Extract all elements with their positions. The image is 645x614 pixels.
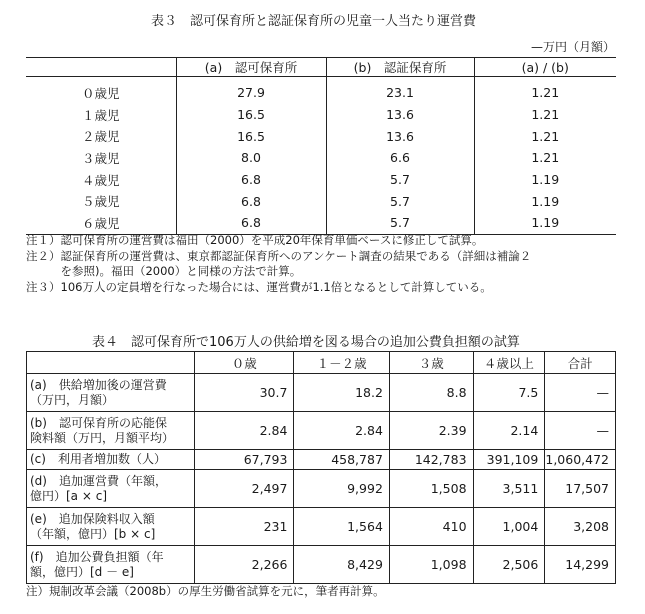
table-cell: 1.19 bbox=[474, 190, 616, 212]
note-line: 注２）認証保育所の運営費は、東京都認証保育所へのアンケート調査の結果である（詳細は補論２ bbox=[26, 248, 532, 263]
table-cell: 67,793 bbox=[195, 450, 294, 470]
table3 bbox=[26, 57, 616, 235]
table-cell: 6.6 bbox=[326, 147, 474, 169]
table-cell: 3,511 bbox=[473, 470, 545, 508]
row-label-line: (b) 認可保育所の応能保 bbox=[30, 415, 167, 430]
row-label bbox=[27, 470, 195, 508]
table-cell: 14,299 bbox=[545, 546, 616, 584]
row-label: ６歳児 bbox=[26, 212, 176, 234]
table-cell: 231 bbox=[195, 508, 294, 546]
table-cell: 391,109 bbox=[473, 450, 545, 470]
table-cell: 8.0 bbox=[176, 147, 326, 169]
table-cell: 8.8 bbox=[389, 374, 473, 412]
row-label-line: (c) 利用者増加数（人） bbox=[30, 452, 166, 466]
table3-caption: 表３ 認可保育所と認証保育所の児童一人当たり運営費 bbox=[151, 14, 477, 29]
table-cell: 6.8 bbox=[176, 212, 326, 234]
table-cell: 1.21 bbox=[474, 77, 616, 104]
table-cell: 30.7 bbox=[195, 374, 294, 412]
table-cell: 1,564 bbox=[294, 508, 389, 546]
row-label: ２歳児 bbox=[81, 129, 120, 145]
table-cell: 458,787 bbox=[294, 450, 389, 470]
table-cell: 16.5 bbox=[176, 104, 326, 126]
note-line: を参照)。福田（2000）と同様の方法で計算。 bbox=[26, 264, 302, 278]
table-cell: 8,429 bbox=[294, 546, 389, 584]
table-row bbox=[27, 546, 616, 584]
row-label-line: 険料額（万円，月額平均） bbox=[30, 430, 175, 445]
table-row bbox=[26, 169, 616, 191]
row-label: ０歳児 bbox=[81, 85, 120, 101]
table4-caption: 表４ 認可保育所で106万人の供給増を図る場合の追加公費負担額の試算 bbox=[92, 335, 520, 350]
note-line: 注３）106万人の定員増を行なった場合には、運営費が1.1倍となるとして計算している。 bbox=[26, 279, 492, 294]
table-cell: 410 bbox=[389, 508, 473, 546]
table4-header-row bbox=[27, 352, 616, 374]
table-cell: 5.7 bbox=[326, 169, 474, 191]
table4-header-cell: １－２歳 bbox=[294, 352, 389, 374]
table-cell: 1.21 bbox=[474, 125, 616, 147]
row-label-line: (a) 供給増加後の運営費 bbox=[30, 377, 167, 392]
table-cell: 6.8 bbox=[176, 169, 326, 191]
row-label: ５歳児 bbox=[81, 194, 120, 210]
table3-header-cell: (b) 認証保育所 bbox=[326, 58, 474, 77]
table-cell: 1,098 bbox=[389, 546, 473, 584]
note-line: 注１）認可保育所の運営費は福田（2000）を平成20年保育単価ベースに修正して試算。 bbox=[26, 233, 484, 247]
row-label: ４歳児 bbox=[81, 172, 120, 188]
table-row bbox=[26, 104, 616, 126]
table-row bbox=[27, 374, 616, 412]
table-row bbox=[26, 212, 616, 234]
table4-header-cell: 合計 bbox=[545, 352, 616, 374]
table3-unit: —万円（月額） bbox=[530, 40, 615, 54]
table-cell: 16.5 bbox=[176, 125, 326, 147]
table-cell: 1,060,472 bbox=[545, 450, 616, 470]
row-label-line: （年額，億円）[b × c] bbox=[30, 526, 156, 541]
row-label bbox=[27, 374, 195, 412]
table-cell: 1,508 bbox=[389, 470, 473, 508]
table3-header-cell bbox=[26, 58, 176, 77]
row-label bbox=[27, 546, 195, 584]
table4-header-cell: ３歳 bbox=[389, 352, 473, 374]
table3-header-cell: (a) / (b) bbox=[474, 58, 616, 77]
table-cell: 2,497 bbox=[195, 470, 294, 508]
table-cell: 1.19 bbox=[474, 212, 616, 234]
table-cell: 2,506 bbox=[473, 546, 545, 584]
table-cell: 9,992 bbox=[294, 470, 389, 508]
table-row bbox=[26, 77, 616, 104]
note-line: 注）規制改革会議（2008b）の厚生労働省試算を元に，筆者再計算。 bbox=[26, 584, 385, 598]
table4-header-cell bbox=[27, 352, 195, 374]
table-cell: 17,507 bbox=[545, 470, 616, 508]
table-cell: 27.9 bbox=[176, 77, 326, 104]
table-cell: 1.19 bbox=[474, 169, 616, 191]
table-cell: 2,266 bbox=[195, 546, 294, 584]
table-cell: 13.6 bbox=[326, 104, 474, 126]
row-label-line: (d) 追加運営費（年額， bbox=[30, 473, 167, 488]
table4-note bbox=[26, 584, 385, 600]
table3-notes bbox=[26, 233, 531, 295]
table-cell: 18.2 bbox=[294, 374, 389, 412]
table4-header-cell: ４歳以上 bbox=[473, 352, 545, 374]
row-label bbox=[27, 450, 195, 470]
table-cell: 142,783 bbox=[389, 450, 473, 470]
row-label-line: 億円）[a × c] bbox=[30, 488, 107, 503]
row-label bbox=[27, 412, 195, 450]
table-cell: 5.7 bbox=[326, 190, 474, 212]
row-label-line: (e) 追加保険料収入額 bbox=[30, 511, 155, 526]
table-row bbox=[26, 147, 616, 169]
row-label-line: 額，億円）[d － e] bbox=[30, 564, 134, 579]
table-row bbox=[27, 508, 616, 546]
row-label-line: (f) 追加公費負担額（年 bbox=[30, 549, 164, 564]
table-cell: 2.84 bbox=[195, 412, 294, 450]
row-label-line: （万円，月額） bbox=[30, 392, 115, 407]
table-cell: 2.14 bbox=[473, 412, 545, 450]
table-cell: 1,004 bbox=[473, 508, 545, 546]
table-row bbox=[26, 125, 616, 147]
table3-header-row bbox=[26, 58, 616, 77]
table4 bbox=[26, 351, 616, 584]
table-cell: 6.8 bbox=[176, 190, 326, 212]
table-cell: — bbox=[545, 374, 616, 412]
row-label: １歳児 bbox=[81, 107, 120, 123]
table-row bbox=[26, 190, 616, 212]
table3-header-cell: (a) 認可保育所 bbox=[176, 58, 326, 77]
table-cell: 1.21 bbox=[474, 104, 616, 126]
table-cell: 3,208 bbox=[545, 508, 616, 546]
table-cell: — bbox=[545, 412, 616, 450]
table-cell: 13.6 bbox=[326, 125, 474, 147]
table-row bbox=[27, 450, 616, 470]
table-cell: 2.39 bbox=[389, 412, 473, 450]
table4-header-cell: ０歳 bbox=[195, 352, 294, 374]
row-label: ３歳児 bbox=[81, 150, 120, 166]
table-row bbox=[27, 412, 616, 450]
table-cell: 23.1 bbox=[326, 77, 474, 104]
table-cell: 1.21 bbox=[474, 147, 616, 169]
row-label bbox=[27, 508, 195, 546]
table-cell: 7.5 bbox=[473, 374, 545, 412]
table-cell: 2.84 bbox=[294, 412, 389, 450]
table-row bbox=[27, 470, 616, 508]
table-cell: 5.7 bbox=[326, 212, 474, 234]
